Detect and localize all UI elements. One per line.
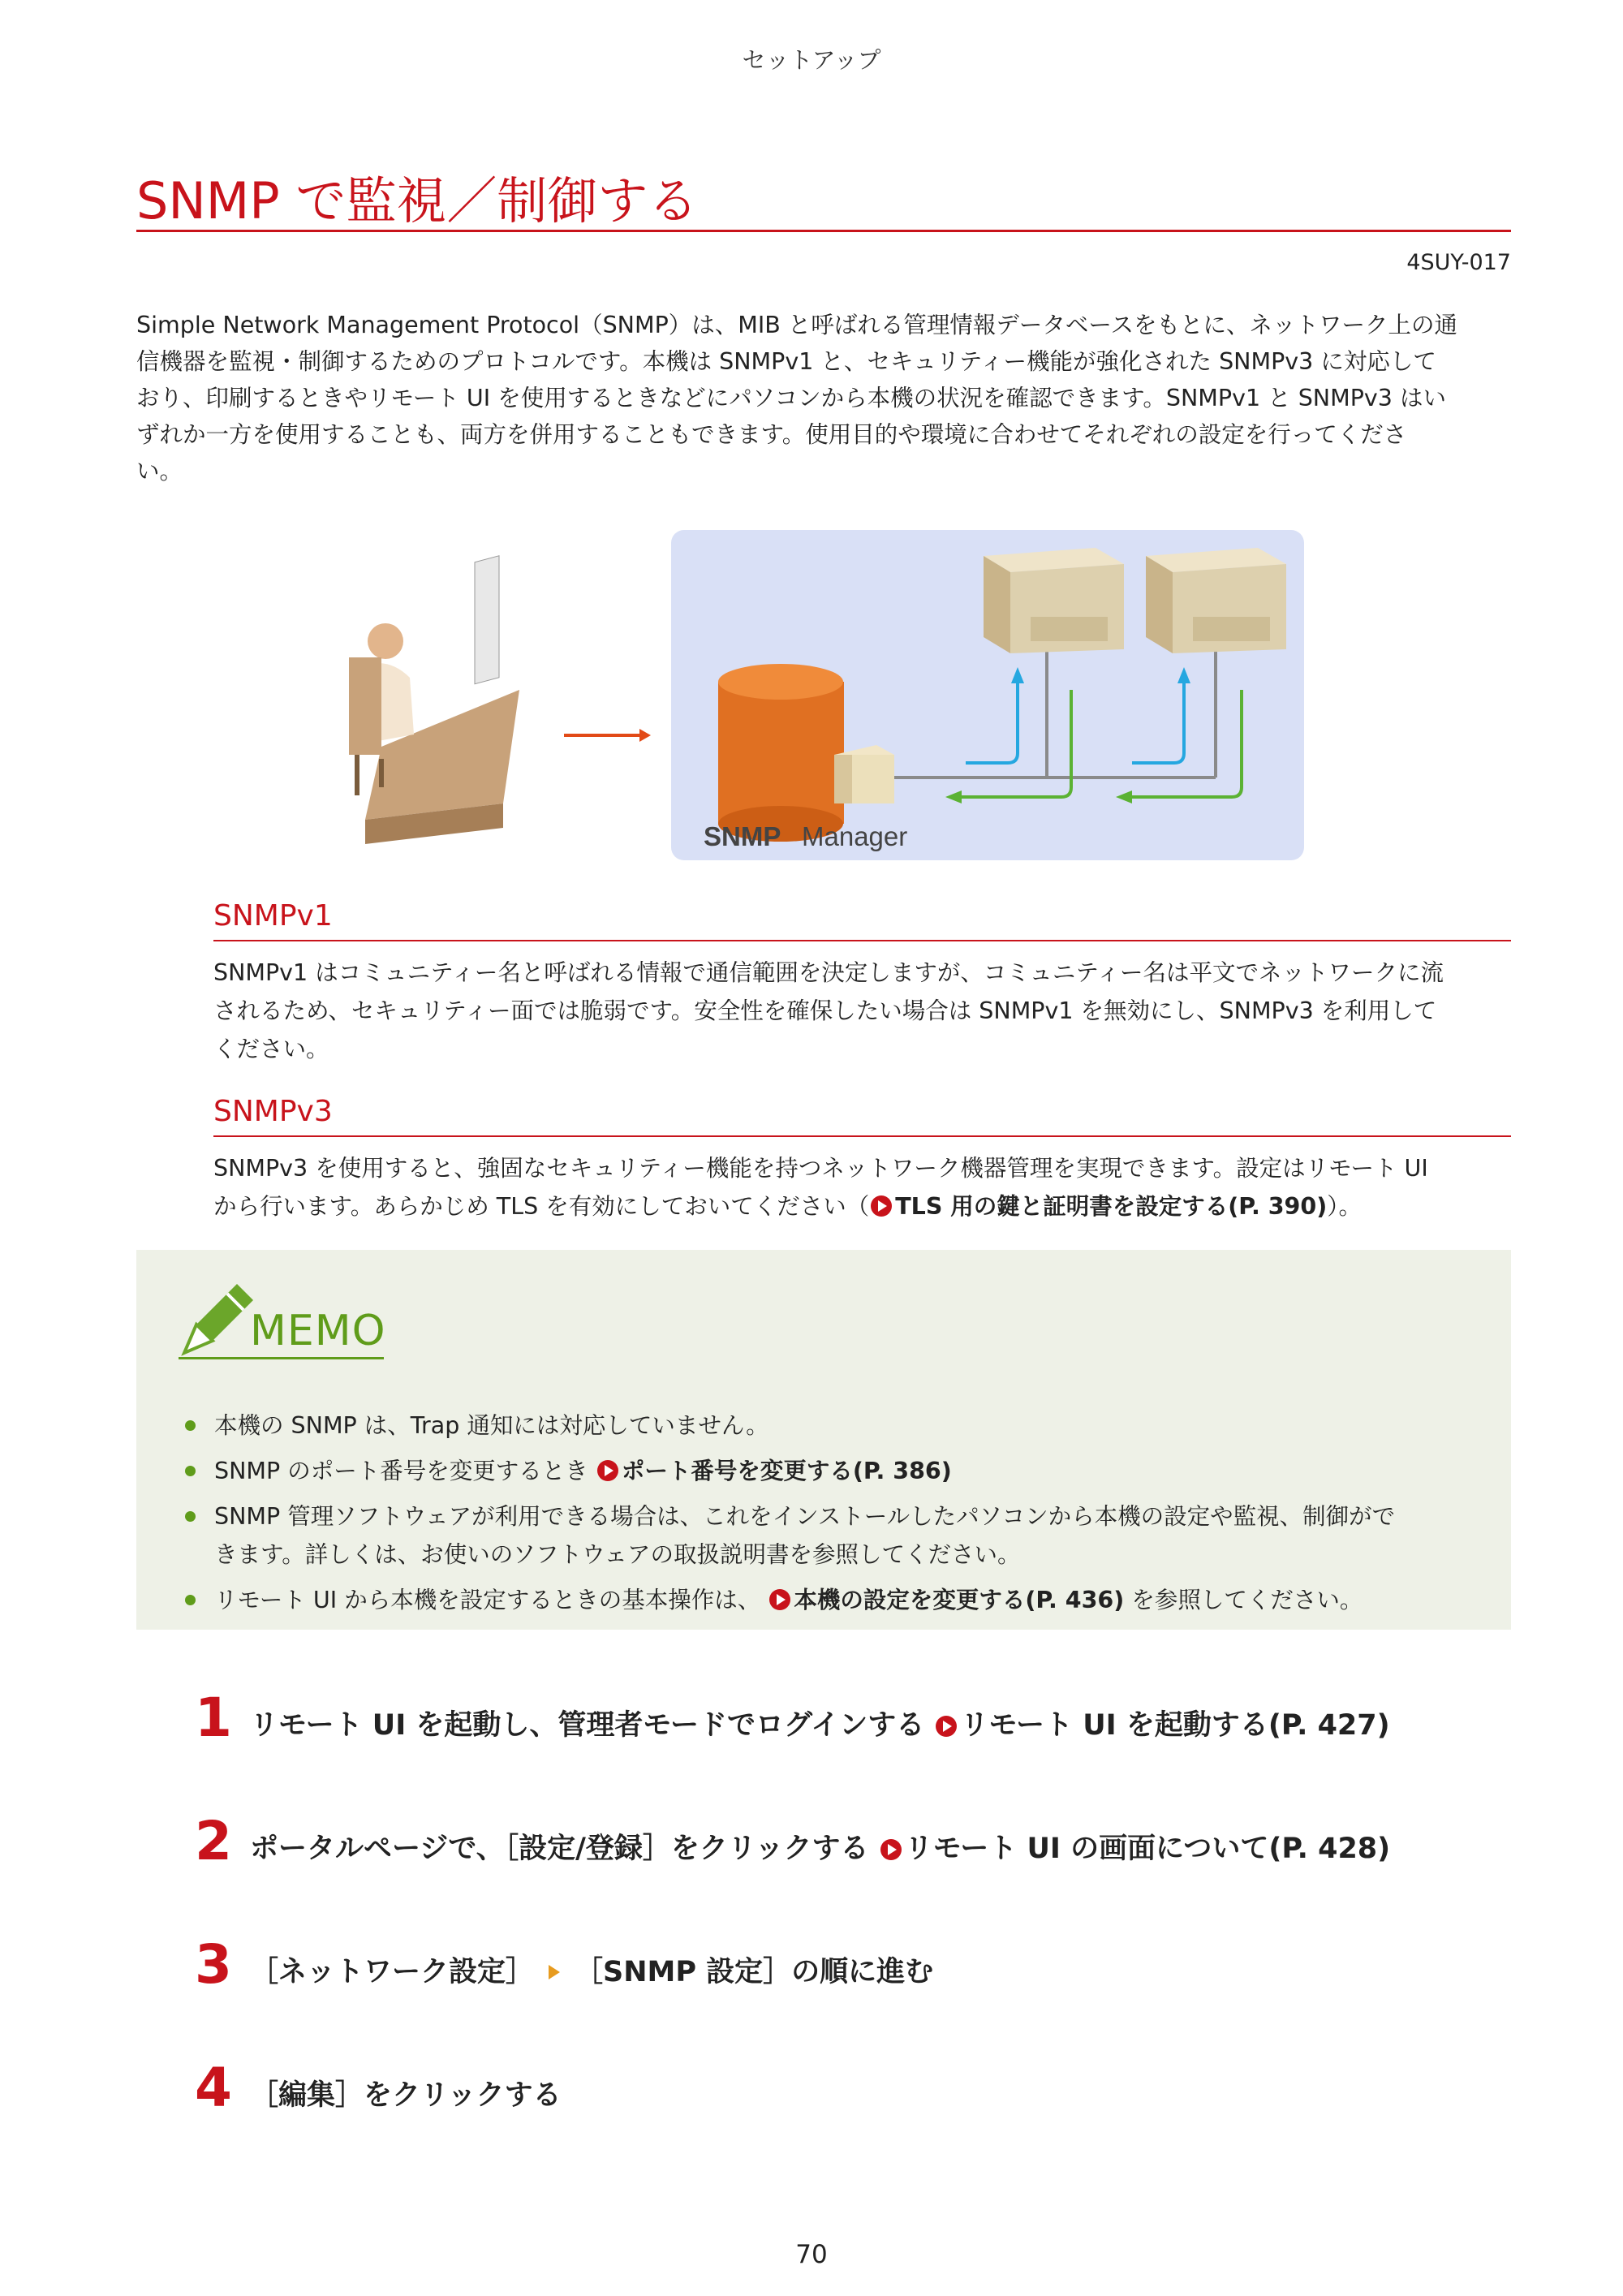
- memo-item: 本機の SNMP は、Trap 通知には対応していません。: [185, 1406, 769, 1445]
- link-arrow-icon: [880, 1839, 902, 1860]
- bullet-icon: [185, 1511, 196, 1522]
- illustration-caption-bold: SNMP: [704, 821, 781, 851]
- step-text: リモート UI を起動し、管理者モードでログインする: [250, 1709, 925, 1742]
- snmpv3-line-text: から行います。あらかじめ TLS を有効にしておいてください（: [213, 1193, 870, 1220]
- memo-item: SNMP 管理ソフトウェアが利用できる場合は、これをインストールしたパソコンから本機の設定や監視、制御がで きます。詳しくは、お使いのソフトウェアの取扱説明書を参照してください。: [185, 1497, 1395, 1574]
- snmpv3-line: [213, 1187, 1511, 1226]
- step-number: 4: [195, 2057, 232, 2119]
- intro-line: Simple Network Management Protocol（SNMP）は、MIB と呼ばれる管理情報データベースをもとに、ネットワーク上の通: [136, 312, 1457, 338]
- remote-ui-screen-link[interactable]: リモート UI の画面について(P. 428): [904, 1833, 1391, 1865]
- triangle-right-icon: [549, 1965, 560, 1979]
- step-number: 2: [195, 1810, 232, 1872]
- snmpv3-heading: SNMPv3: [213, 1095, 333, 1128]
- step-number: 1: [195, 1686, 232, 1749]
- snmpv1-divider: [213, 940, 1511, 941]
- step-text: ポータルページで、［設定/登録］をクリックする: [250, 1833, 869, 1865]
- intro-line: い。: [136, 458, 183, 485]
- bullet-icon: [185, 1420, 196, 1431]
- link-arrow-icon: [769, 1589, 790, 1610]
- intro-line: 信機器を監視・制御するためのプロトコルです。本機は SNMPv1 と、セキュリティー機能が強化された SNMPv3 に対応して: [136, 348, 1436, 375]
- port-number-link[interactable]: ポート番号を変更する(P. 386): [621, 1458, 952, 1484]
- step-text: ［編集］をクリックする: [250, 2079, 562, 2112]
- illustration-caption: Manager: [802, 821, 908, 851]
- step-text: ［ネットワーク設定］: [250, 1956, 535, 1988]
- snmpv3-body: [213, 1149, 1511, 1226]
- user-at-computer-icon: [349, 556, 519, 844]
- snmpv1-line: SNMPv1 はコミュニティー名と呼ばれる情報で通信範囲を決定しますが、コミュニティー名は平文でネットワークに流: [213, 959, 1444, 986]
- intro-line: おり、印刷するときやリモート UI を使用するときなどにパソコンから本機の状況を確認できます。SNMPv1 と SNMPv3 はい: [136, 385, 1446, 411]
- database-icon: [718, 664, 844, 842]
- document-id: 4SUY-017: [1406, 250, 1511, 275]
- snmpv3-divider: [213, 1135, 1511, 1137]
- bullet-icon: [185, 1595, 196, 1605]
- snmpv1-line: ください。: [213, 1036, 329, 1062]
- snmpv3-line: SNMPv3 を使用すると、強固なセキュリティー機能を持つネットワーク機器管理を実現できます。設定はリモート UI: [213, 1155, 1428, 1182]
- snmpv1-heading: SNMPv1: [213, 899, 333, 933]
- page-title: SNMP で監視／制御する: [136, 171, 699, 230]
- tls-key-link[interactable]: TLS 用の鍵と証明書を設定する(P. 390): [895, 1193, 1328, 1220]
- page-number: 70: [795, 2240, 828, 2269]
- snmp-manager-illustration: [316, 528, 1315, 864]
- memo-item: SNMP のポート番号を変更するとき ポート番号を変更する(P. 386): [185, 1452, 952, 1490]
- start-remote-ui-link[interactable]: リモート UI を起動する(P. 427): [960, 1709, 1390, 1742]
- printer-icon: [1146, 548, 1286, 653]
- memo-underline: [179, 1357, 384, 1359]
- change-settings-link[interactable]: 本機の設定を変更する(P. 436): [794, 1587, 1125, 1613]
- memo-label: MEMO: [250, 1307, 386, 1355]
- pencil-icon: [172, 1276, 261, 1365]
- running-header: セットアップ: [742, 46, 881, 74]
- title-divider: [136, 230, 1511, 232]
- printer-icon: [984, 548, 1124, 653]
- snmpv3-line-text: ）。: [1327, 1193, 1362, 1220]
- link-arrow-icon: [597, 1460, 618, 1481]
- arrow-right-icon: [564, 729, 651, 742]
- snmpv1-body: [213, 954, 1511, 1068]
- bullet-icon: [185, 1466, 196, 1476]
- intro-line: ずれか一方を使用することも、両方を併用することもできます。使用目的や環境に合わせてそれぞれの設定を行ってくださ: [136, 421, 1407, 448]
- memo-item: リモート UI から本機を設定するときの基本操作は、 本機の設定を変更する(P. 436) を参照してください。: [185, 1581, 1363, 1619]
- intro-paragraph: [136, 307, 1511, 489]
- step-text: ［SNMP 設定］の順に進む: [575, 1956, 934, 1988]
- server-icon: [834, 745, 894, 803]
- link-arrow-icon: [871, 1195, 892, 1217]
- snmpv1-line: されるため、セキュリティー面では脆弱です。安全性を確保したい場合は SNMPv1 を無効にし、SNMPv3 を利用して: [213, 997, 1437, 1024]
- link-arrow-icon: [936, 1716, 957, 1737]
- step-number: 3: [195, 1933, 232, 1996]
